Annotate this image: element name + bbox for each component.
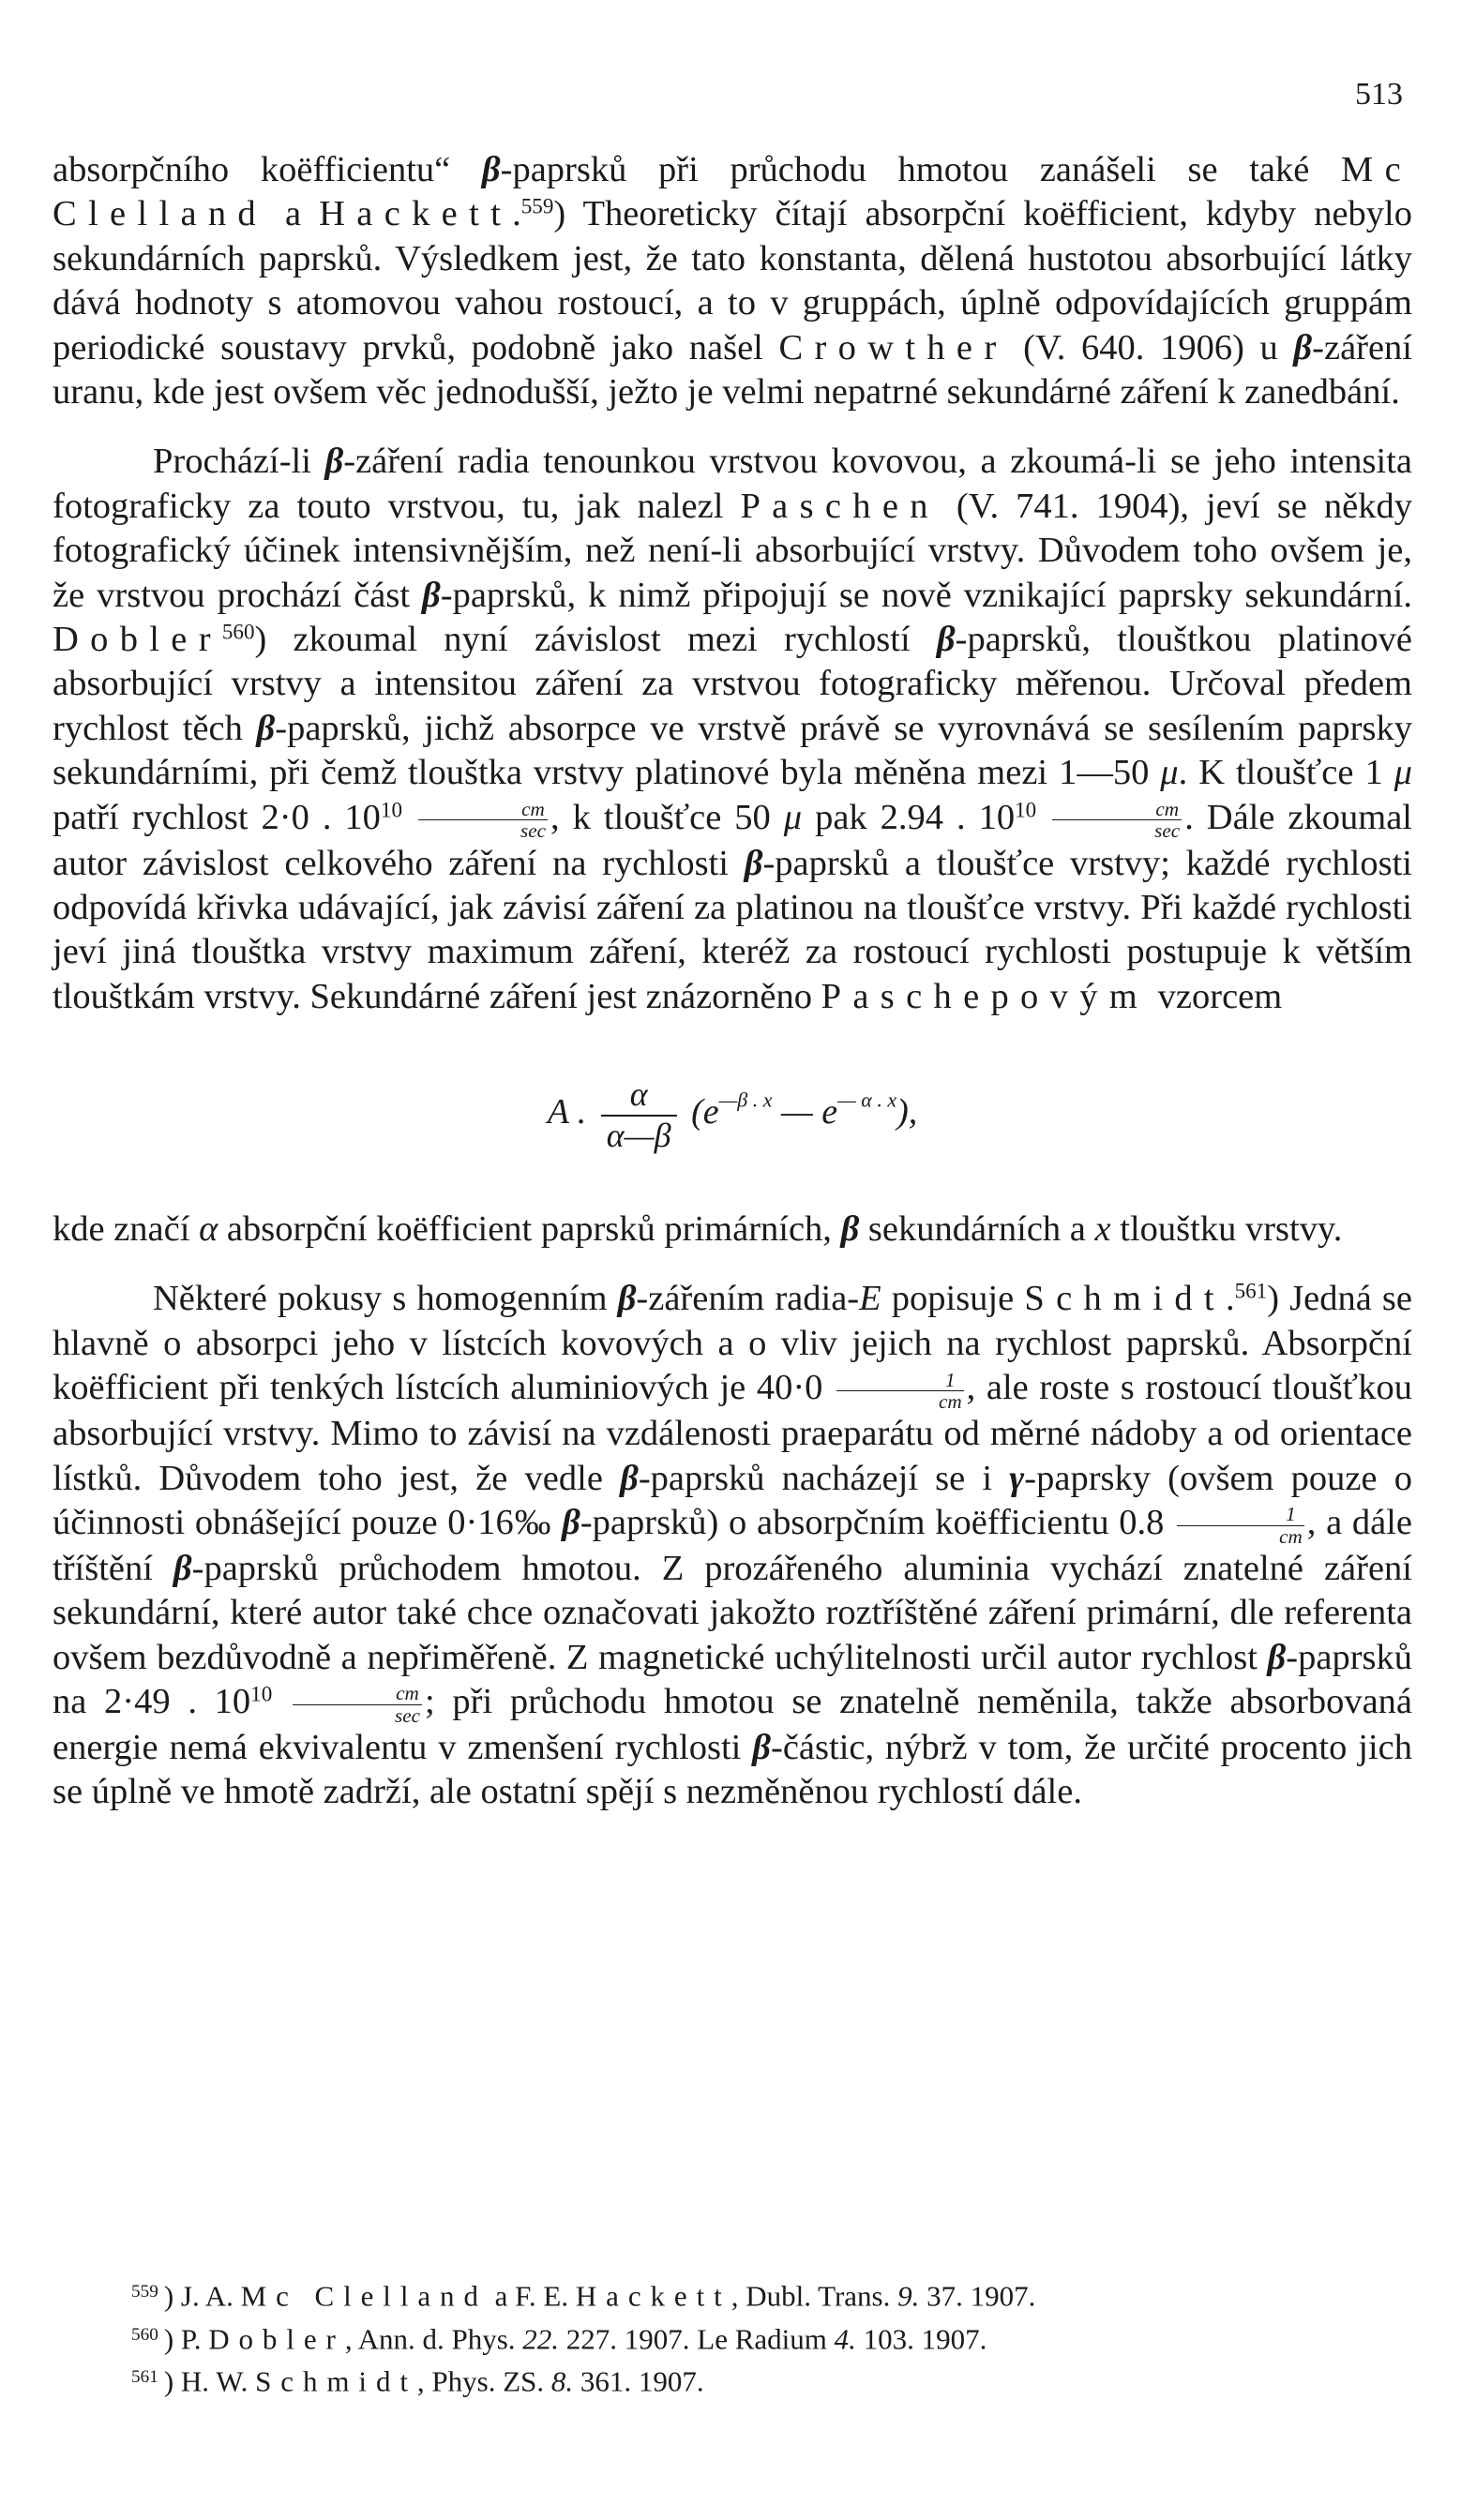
italic-text: 8. [550,2364,574,2398]
greek-symbol: γ [1009,1458,1025,1498]
footnote-560 [131,2316,1416,2359]
author-name: Paschepovým [821,976,1150,1016]
formula-a: A [547,1092,569,1132]
text-run: . [1225,1279,1235,1319]
text-run: kde značí [53,1208,200,1249]
author-name: Crowther [778,327,1008,368]
text-run: -paprsků při průchodu hmotou zanášeli se také [500,150,1342,189]
footnote-559 [131,2272,1416,2316]
fraction-numerator: cm [293,1683,422,1704]
greek-symbol: β [752,1727,772,1767]
text-run: vzorcem [1149,976,1283,1016]
text-run: , Dubl. Trans. [730,2279,898,2313]
text-run [272,1682,290,1721]
text-run: 103. 1907. [855,2322,987,2356]
text-run: , Ann. d. Phys. [344,2322,523,2356]
page-number: 513 [1355,77,1403,112]
text-run: 361. 1907. [573,2364,704,2398]
superscript: 10 [380,796,403,821]
text-run: ) Theoreticky čítají absorpční koëfficient, kdyby nebylo sekundárních paprsků. Výsledkem jest, že tato konstanta, dělená hustotou absorbující látky dává hodnoty s atomovou vahou rostoucí, a to v gruppách, úplně odpovídajících gruppám periodické soustavy prvků, podobně jako našel [53,194,1412,368]
text-run: ) Jedná se hlavně o absorpci jeho v lístcích kovových a o vliv jejich na rychlost paprsků. Absorpční koëfficient při tenkých lístcích aluminiových je 40·0 [53,1279,1412,1408]
superscript: 560 [221,619,255,644]
unit-fraction [1052,799,1182,841]
fraction-numerator: 1 [836,1370,964,1391]
fraction-denominator: cm [939,1389,962,1413]
greek-symbol: β [481,150,501,189]
text-run: -paprsků průchodem hmotou. Z prozářeného aluminia vychází znatelné záření sekundární, které autor také chce označovati jakožto roztříštěné záření primární, dle referenta ovšem bezdůvodně a nepřiměřeně. Z magnetické uchýlitelnosti určil autor rychlost [53,1548,1412,1677]
paschen-formula [53,1075,1412,1155]
greek-symbol: β [617,1279,637,1319]
fraction-denominator: sec [1154,819,1181,843]
author-name: Paschen [740,486,940,526]
text-run: . Dále zkoumal autor závislost celkového záření na rychlosti [53,797,1413,883]
text-run: pak 2.94 . 10 [802,797,1016,837]
footnote-mark: 560 [131,2324,158,2345]
text-run: (V. 741. 1904), jeví se někdy fotografický účinek intensivnějším, než není-li absorbující vrstvy. Důvodem toho ovšem je, že vrstvou prochází část [53,486,1412,615]
text-run: . K tloušťce 1 [1178,753,1394,793]
footnote-text [164,2365,704,2398]
text-run: ) H. W. [163,2364,256,2398]
italic-text: 22. [522,2322,560,2356]
unit-fraction [418,799,548,841]
italic-text: μ [783,797,803,837]
text-run: (V. 640. 1906) u [1007,327,1294,368]
italic-text: μ [1160,753,1179,793]
greek-symbol: β [1293,327,1313,368]
italic-text: α [199,1208,218,1249]
text-run: ) P. [163,2322,209,2356]
formula-exponent-2: — α . x [837,1088,897,1112]
text-run [402,798,415,837]
unit-fraction [836,1370,964,1412]
text-run: , k tloušťce 50 [550,797,784,837]
text-run: ) J. A. [163,2279,241,2313]
text-run: , a dále tříštění [53,1502,1412,1588]
author-name: Mc Clelland [240,2279,488,2313]
text-run: patří rychlost 2·0 . 10 [53,797,381,837]
formula-dot: . [577,1092,587,1132]
text-run: -paprsků, jichž absorpce ve vrstvě právě se vyrovnává se sesílením paprsky sekundárními, při čemž tlouštka vrstvy platinové byla měněna mezi 1—50 [53,708,1412,793]
footnote-mark: 561 [131,2367,158,2388]
fraction-numerator: cm [1052,799,1182,820]
formula-fraction [601,1075,677,1155]
greek-symbol: β [620,1458,639,1498]
italic-text: 9. [897,2279,920,2313]
paragraph-2 [53,440,1412,1019]
text-run: -paprsků, tlouštkou platinové absorbující vrstvy a intensitou záření za vrstvou fotograficky měřenou. Určoval předem rychlost těch [53,620,1412,748]
text-run: -paprsků a tloušťce vrstvy; každé rychlosti odpovídá křivka udávající, jak závisí záření za platinou na tloušťce vrstvy. Při každé rychlosti jeví jiná tlouštka vrstvy maximum záření, kteréž za rostoucí rychlosti postupuje k větším tlouštkám vrstvy. Sekundárné záření jest znázorněno [53,843,1412,1016]
formula-denominator: α—β [606,1116,671,1154]
greek-symbol: β [840,1208,860,1249]
italic-text: E [859,1279,881,1319]
paragraph-3 [53,1208,1412,1252]
text-run: . [512,194,521,234]
greek-symbol: β [256,708,276,748]
text-run: tlouštku vrstvy. [1110,1208,1343,1249]
paragraph-4 [53,1277,1412,1814]
author-name: Dobler [208,2322,345,2356]
formula-close: ), [896,1092,918,1132]
text-run: a [267,194,320,234]
formula-exponent-1: —β . x [718,1088,773,1112]
greek-symbol: β [1267,1637,1287,1677]
author-name: Hackett [319,194,513,234]
author-name: Mc Clelland [53,150,1412,234]
superscript: 561 [1234,1278,1268,1303]
text-run: -částic, nýbrž v tom, že určité procento jich se úplně ve hmotě zadrží, ale ostatní spějí s nezměněnou rychlostí dále. [53,1727,1412,1812]
text-run: absorpční koëfficient paprsků primárních, [218,1208,841,1249]
text-run: -paprsků na 2·49 . 10 [53,1637,1412,1722]
text-run: 37. 1907. [919,2279,1036,2313]
text-run [1036,798,1049,837]
main-text [53,148,1412,1815]
footnote-561 [131,2358,1416,2401]
fraction-numerator: cm [418,799,548,820]
text-run: -paprsků, k nimž připojují se nově vznikající paprsky sekundární. [440,575,1412,615]
superscript: 559 [520,193,554,218]
footnote-text [164,2322,987,2355]
text-run: -záření radia tenounkou vrstvou kovovou, a zkoumá-li se jeho intensita fotograficky za touto vrstvou, tu, jak nalezl [53,442,1412,526]
italic-text: μ [1393,753,1412,793]
text-run: -záření uranu, kde jest ovšem věc jednodušší, ježto je velmi nepatrné sekundárné záření k zanedbání. [53,327,1413,412]
italic-text: 4. [834,2322,856,2356]
italic-text: x [1094,1208,1111,1249]
text-run: popisuje [881,1279,1025,1319]
fraction-denominator: sec [394,1703,420,1727]
greek-symbol: β [936,620,956,660]
text-run: Některé pokusy s homogenním [153,1279,618,1319]
superscript: 10 [250,1681,273,1706]
footnote-mark: 559 [131,2282,158,2302]
author-name: Schmidt [1024,1279,1226,1319]
text-run: , Phys. ZS. [416,2364,551,2398]
text-run: Prochází-li [153,442,325,482]
footnotes [131,2272,1416,2401]
superscript: 10 [1015,796,1037,821]
text-run: -paprsků nacházejí se i [638,1458,1010,1498]
fraction-numerator: 1 [1177,1504,1304,1525]
unit-fraction [293,1683,422,1725]
greek-symbol: β [173,1548,192,1588]
author-name: Dobler [53,620,222,660]
text-run: a F. E. [487,2279,576,2313]
formula-minus: — e [772,1092,838,1132]
fraction-denominator: cm [1279,1524,1303,1548]
author-name: Hackett [575,2279,731,2313]
text-run: -paprsky (ovšem pouze o účinnosti obnášející pouze 0·16‰ [53,1458,1412,1542]
fraction-denominator: sec [520,819,547,843]
text-run: ; při průchodu hmotou se znatelně neměnila, takže absorbovaná energie nemá ekvivalentu v zmenšení rychlosti [53,1682,1413,1767]
unit-fraction [1177,1504,1304,1546]
footnote-text [164,2280,1036,2313]
author-name: Schmidt [255,2364,417,2398]
greek-symbol: β [422,575,441,615]
text-run: sekundárních a [859,1208,1095,1249]
formula-numerator: α [601,1075,677,1116]
greek-symbol: β [324,442,344,482]
greek-symbol: β [562,1502,580,1542]
text-run: -paprsků) o absorpčním koëfficientu 0.8 [580,1502,1175,1542]
text-run: -zářením radia- [636,1279,860,1319]
text-run: absorpčního koëfficientu“ [53,150,482,189]
formula-open: (e [691,1092,719,1132]
greek-symbol: β [744,843,763,883]
paragraph-1 [53,148,1412,414]
text-run: 227. 1907. Le Radium [559,2322,835,2356]
text-run: ) zkoumal nyní závislost mezi rychlostí [254,620,937,660]
text-run: , ale roste s rostoucí tloušťkou absorbující vrstvy. Mimo to závisí na vzdálenosti praeparátu od měrné nádoby a od orientace lístků. Důvodem toho jest, že vedle [53,1368,1412,1498]
